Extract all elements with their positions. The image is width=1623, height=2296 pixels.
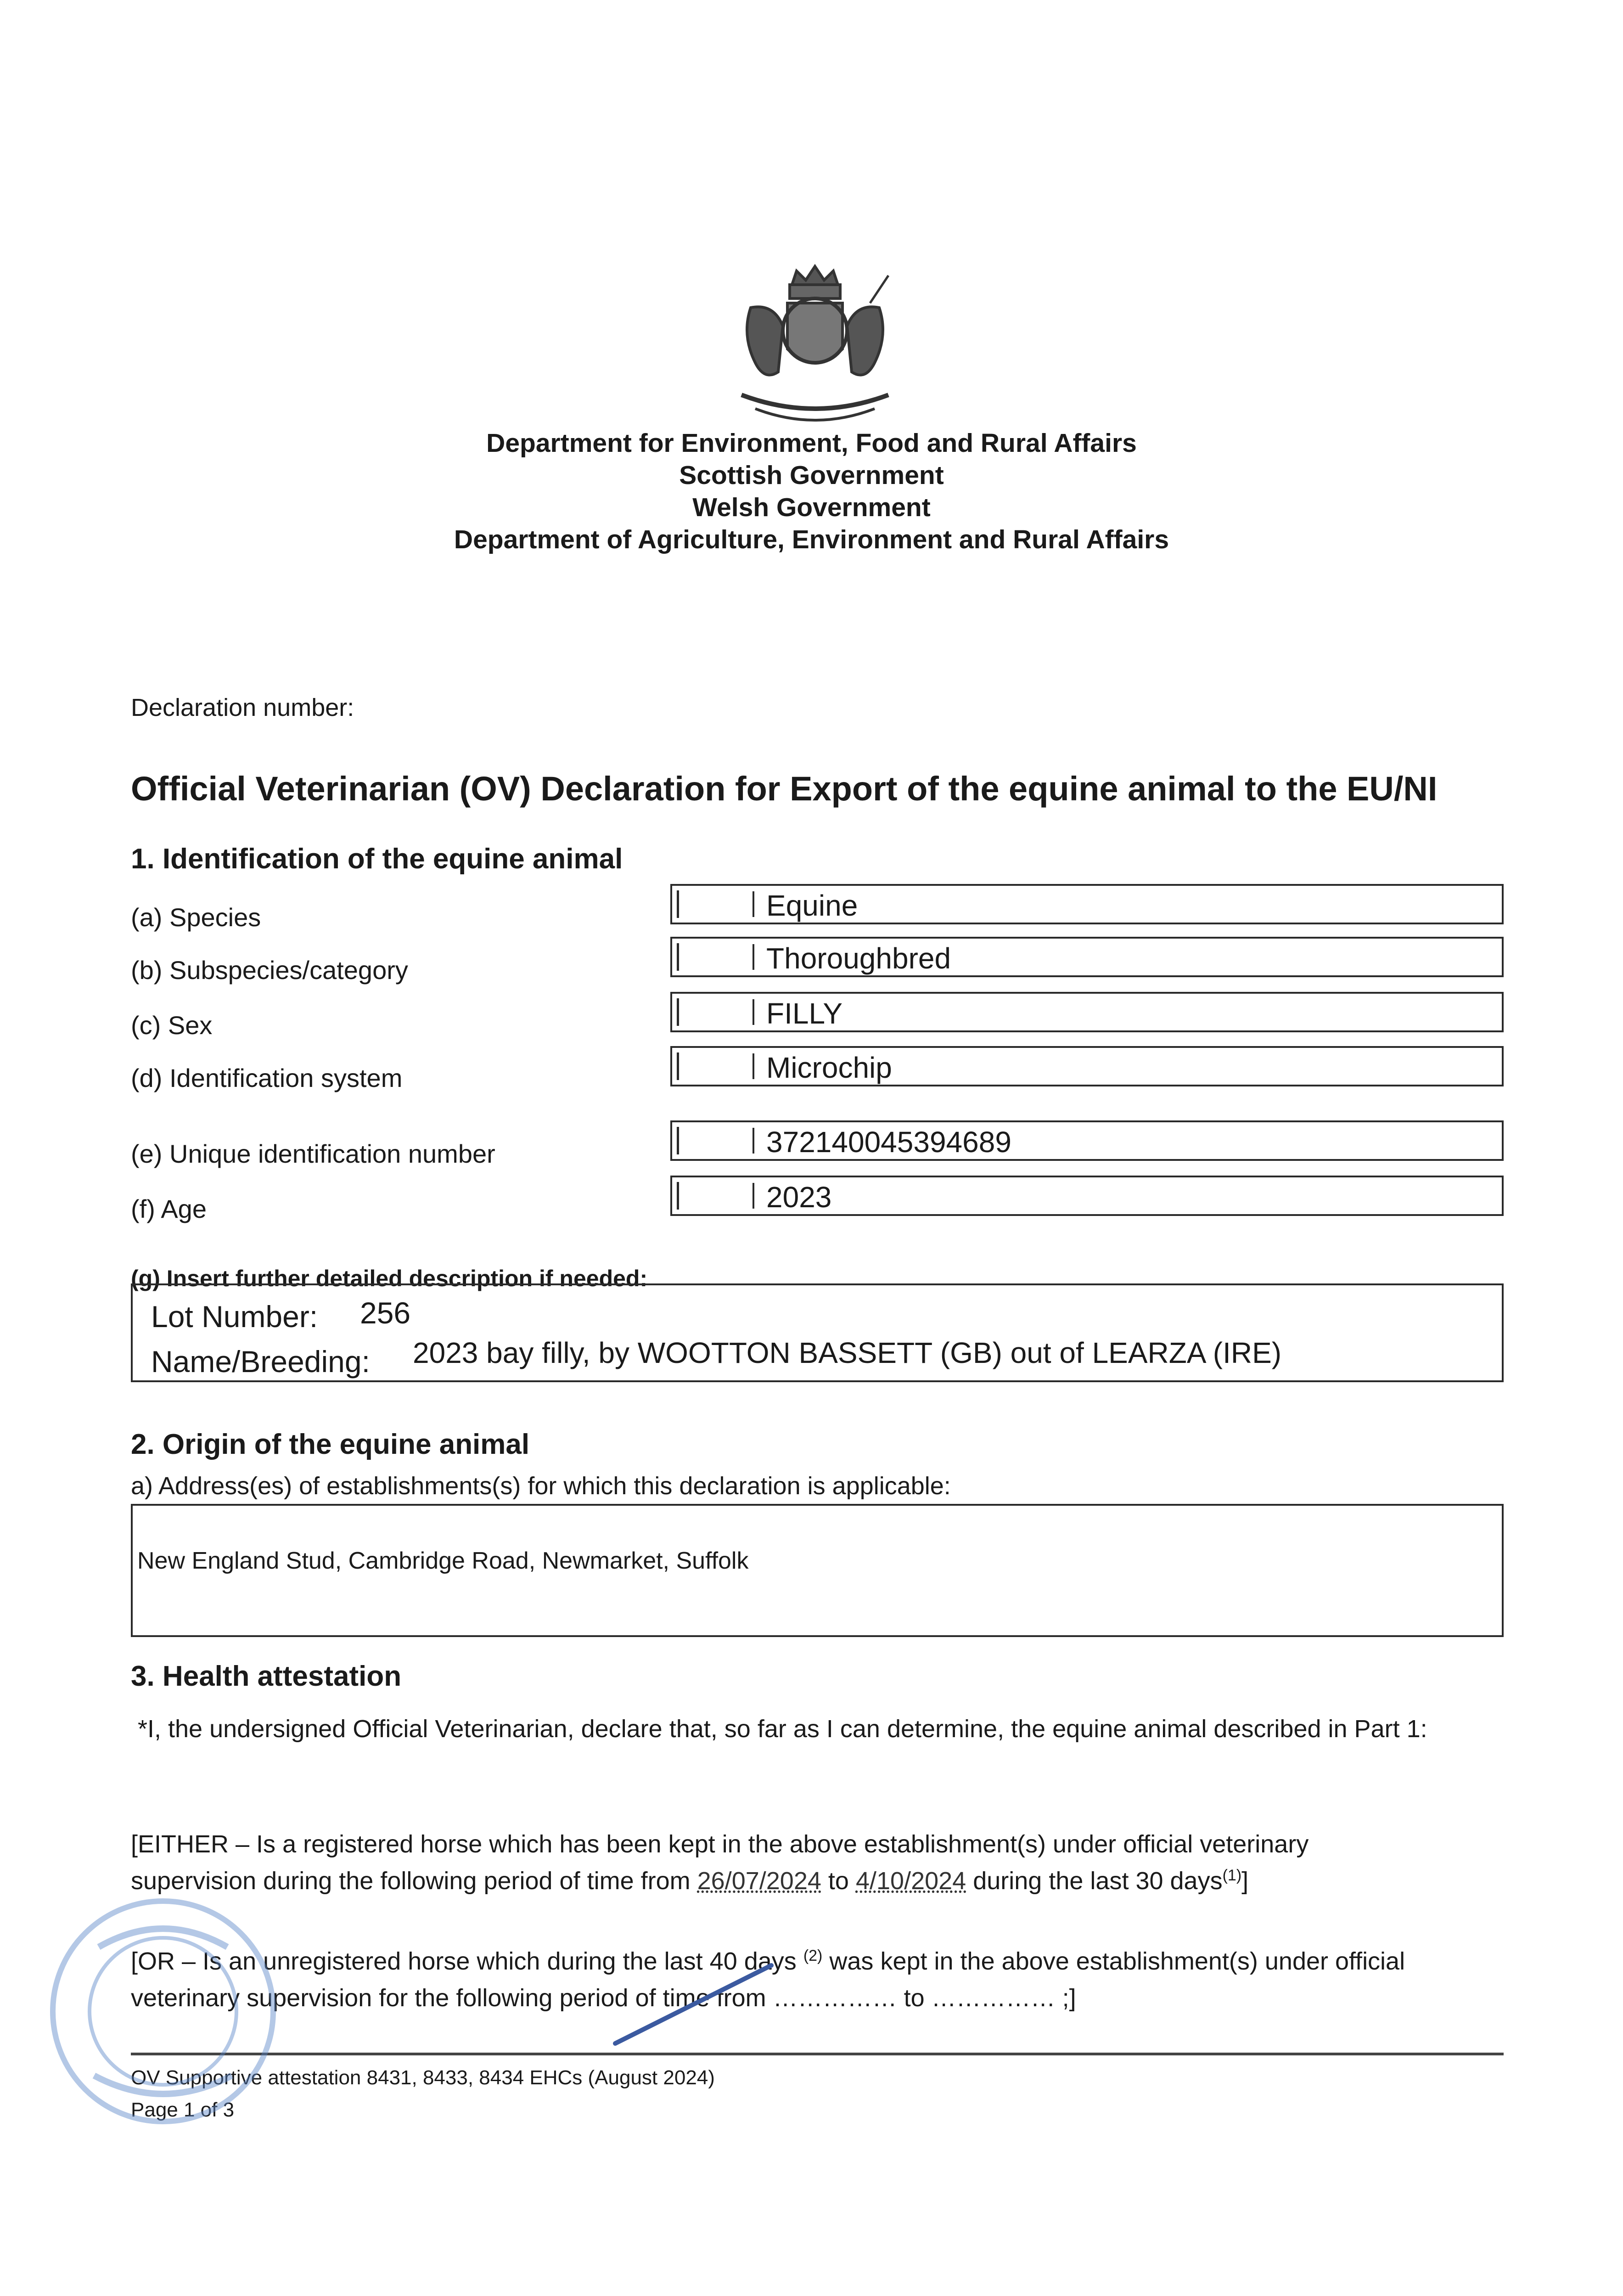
- tick-mark: [677, 1182, 679, 1210]
- department-line-2: Scottish Government: [679, 461, 944, 490]
- page-title: Official Veterinarian (OV) Declaration for Export of the equine animal to the EU/NI: [131, 770, 1438, 808]
- tick-mark: [753, 891, 754, 917]
- species-label: (a) Species: [131, 903, 261, 932]
- department-line-4: Department of Agriculture, Environment and Rural Affairs: [454, 525, 1169, 554]
- sex-label: (c) Sex: [131, 1011, 213, 1040]
- or-line-1-end: was kept in the above establishment(s) under official: [829, 1947, 1405, 1975]
- footer-divider: [131, 2053, 1504, 2055]
- section1-heading: 1. Identification of the equine animal: [131, 843, 623, 875]
- identification-system-value: Microchip: [766, 1051, 892, 1084]
- identification-system-field[interactable]: [670, 1046, 1504, 1086]
- lot-number-value: 256: [360, 1296, 411, 1330]
- tick-mark: [677, 1127, 679, 1154]
- either-line-1: [131, 1830, 1504, 1858]
- tick-mark: [677, 943, 679, 971]
- tick-mark: [753, 1128, 754, 1154]
- either-date-from: 26/07/2024: [697, 1867, 821, 1895]
- royal-coat-of-arms: [714, 257, 916, 422]
- subspecies-field[interactable]: [670, 937, 1504, 977]
- unique-id-field[interactable]: [670, 1120, 1504, 1161]
- address-label: a) Address(es) of establishments(s) for which this declaration is applicable:: [131, 1472, 951, 1500]
- subspecies-label: (b) Subspecies/category: [131, 956, 408, 985]
- tick-mark: [677, 998, 679, 1026]
- name-breeding-label: Name/Breeding:: [151, 1345, 370, 1379]
- lot-number-label: Lot Number:: [151, 1300, 318, 1334]
- footnote-2: (2): [803, 1947, 823, 1964]
- health-intro: *I, the undersigned Official Veterinarian, declare that, so far as I can determine, the equine animal described in Part 1:: [138, 1715, 1427, 1743]
- address-box[interactable]: [131, 1504, 1504, 1637]
- department-line-3: Welsh Government: [692, 493, 931, 522]
- section2-heading: 2. Origin of the equine animal: [131, 1429, 530, 1460]
- tick-mark: [677, 890, 679, 918]
- species-field[interactable]: [670, 884, 1504, 924]
- species-value: Equine: [766, 889, 858, 922]
- unique-id-value: 372140045394689: [766, 1125, 1011, 1159]
- either-to: to: [828, 1867, 849, 1895]
- footer-attestation: OV Supportive attestation 8431, 8433, 8434 EHCs (August 2024): [131, 2066, 715, 2089]
- footnote-1: (1): [1222, 1867, 1242, 1884]
- either-line-2-end: during the last 30 days: [973, 1867, 1223, 1895]
- tick-mark: [753, 944, 754, 970]
- declaration-number-label: Declaration number:: [131, 694, 354, 721]
- section3-heading: 3. Health attestation: [131, 1660, 402, 1692]
- unique-id-label: (e) Unique identification number: [131, 1139, 495, 1168]
- official-veterinarian-stamp: [44, 1892, 282, 2131]
- sex-field[interactable]: [670, 992, 1504, 1032]
- further-description-label: (g) Insert further detailed description if needed:: [131, 1266, 648, 1291]
- tick-mark: [753, 1053, 754, 1079]
- identification-system-label: (d) Identification system: [131, 1064, 403, 1092]
- age-field[interactable]: [670, 1176, 1504, 1216]
- tick-mark: [753, 1183, 754, 1209]
- further-description-box[interactable]: [131, 1283, 1504, 1382]
- name-breeding-value: 2023 bay filly, by WOOTTON BASSETT (GB) out of LEARZA (IRE): [413, 1336, 1282, 1369]
- or-line-2: veterinary supervision for the following period of time from …………… to …………… ;]: [131, 1984, 1076, 2012]
- department-line-1: Department for Environment, Food and Rural Affairs: [486, 428, 1137, 458]
- subspecies-value: Thoroughbred: [766, 942, 951, 975]
- either-line-2: [131, 1867, 1248, 1895]
- pen-strike-mark: [606, 1956, 781, 2053]
- sex-value: FILLY: [766, 997, 842, 1030]
- address-value: New England Stud, Cambridge Road, Newmarket, Suffolk: [137, 1548, 749, 1574]
- either-line-1-text: [EITHER – Is a registered horse which has been kept in the above establishment(s) under official veterinary: [131, 1830, 1309, 1858]
- either-date-to: 4/10/2024: [855, 1867, 966, 1895]
- tick-mark: [753, 999, 754, 1025]
- either-line-2-text: supervision during the following period of time from: [131, 1867, 691, 1895]
- age-value: 2023: [766, 1181, 832, 1214]
- or-line-1-text: [OR – Is an unregistered horse which during the last 40 days: [131, 1947, 797, 1975]
- age-label: (f) Age: [131, 1194, 207, 1223]
- page-number: Page 1 of 3: [131, 2099, 235, 2121]
- tick-mark: [677, 1052, 679, 1080]
- either-close: ]: [1241, 1867, 1249, 1895]
